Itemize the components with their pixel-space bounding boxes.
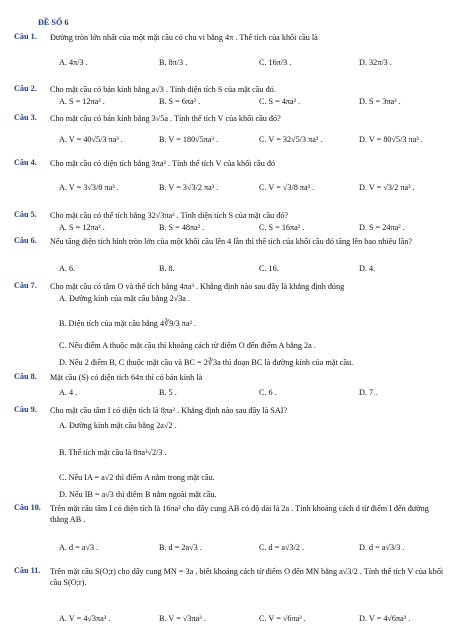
question-4 — [14, 158, 444, 198]
question-number: Câu 3. — [14, 113, 37, 122]
question-number: Câu 10. — [14, 503, 41, 512]
option-b: B. Diện tích của mặt cầu bằng 4∛9/3 πa² . — [59, 319, 197, 328]
option-b: B. S = 6πa² . — [159, 97, 201, 106]
option-d: D. 4. — [359, 264, 376, 273]
question-stem: Cho mặt cầu có bán kính bằng a√3 . Tính diện tích S của mặt cầu đó. — [50, 85, 276, 94]
option-d: D. Nếu IB = a√3 thì điểm B nằm ngoài mặt cầu. — [59, 490, 217, 499]
question-8 — [14, 372, 444, 398]
option-c: C. Nếu IA = a√2 thì điểm A nằm trong mặt cầu. — [59, 473, 215, 482]
option-b: B. V = 3√3/2 πa³ . — [159, 183, 219, 192]
option-d: D. V = √3/2 πa³ . — [359, 183, 415, 192]
question-number: Câu 6. — [14, 236, 37, 245]
option-a: A. Đường kính của mặt cầu bằng 2√3a . — [59, 294, 191, 303]
option-b: B. V = 180√5πa³ . — [159, 135, 219, 144]
question-stem: Trên mặt cầu S(O;r) cho dây cung MN = 3a , biết khoảng cách từ điểm O đến MN bằng a√3/2 . Tính thể tích V của khối cầu S(O;r). — [50, 567, 444, 587]
option-b: B. 8. — [159, 264, 175, 273]
question-stem: Mặt cầu (S) có diện tích 64π thì có bán kính là — [50, 373, 203, 382]
question-stem: Cho mặt cầu có tâm O và thể tích bằng 4πa³ . Khẳng định nào sau đây là khẳng định đúng — [50, 282, 345, 291]
option-b: B. Thể tích mặt cầu là 8πa³√2/3 . — [59, 448, 167, 457]
option-d: D. S = 3πa² . — [359, 97, 401, 106]
option-c: C. 16. — [259, 264, 279, 273]
option-d: D. V = 80√5/3 πa³ . — [359, 135, 423, 144]
question-number: Câu 9. — [14, 405, 37, 414]
option-d: D. 32π/3 . — [359, 58, 392, 67]
question-2 — [14, 84, 444, 110]
option-d: D. Nếu 2 điểm B, C thuộc mặt cầu và BC = 2∛3a thì đoạn BC là đường kính của mặt cầu. — [59, 358, 354, 367]
option-c: C. S = 4πa² . — [259, 97, 301, 106]
option-a: A. V = 40√5/3 πa³ . — [59, 135, 123, 144]
option-d: D. d = a√3/3 . — [359, 543, 405, 552]
question-1 — [14, 32, 444, 72]
question-10 — [14, 503, 444, 563]
question-stem: Cho mặt cầu có bán kính bằng 3√5a . Tính thể tích V của khối cầu đó? — [50, 114, 281, 123]
question-number: Câu 4. — [14, 158, 37, 167]
option-a: A. V = 4√3πa³ . — [59, 614, 111, 623]
option-b: B. d = 2a√3 . — [159, 543, 202, 552]
option-c: C. V = √6πa³ . — [259, 614, 306, 623]
option-c: C. Nếu điểm A thuộc mặt cầu thì khoảng cách từ điểm O đến điểm A bằng 2a . — [59, 341, 316, 350]
option-c: C. S = 16πa² . — [259, 223, 305, 232]
option-d: D. S = 24πa² . — [359, 223, 405, 232]
option-c: C. V = 32√5/3 πa³ . — [259, 135, 323, 144]
question-number: Câu 1. — [14, 32, 37, 41]
question-stem: Cho mặt cầu có diện tích bằng 3πa² . Tính thể tích V của khối cầu đó — [50, 159, 276, 168]
question-number: Câu 11. — [14, 566, 41, 575]
question-stem: Trên mặt cầu tâm I có diện tích là 16πa² cho dây cung AB có độ dài là 2a . Tính khoảng cách d từ điểm I đến đường thẳng AB . — [50, 504, 429, 524]
question-number: Câu 2. — [14, 84, 37, 93]
question-5 — [14, 210, 444, 236]
option-b: B. 8π/3 . — [159, 58, 188, 67]
option-c: C. 6 . — [259, 388, 277, 397]
question-stem: Nếu tăng diện tích hình tròn lớn của một khối cầu lên 4 lần thì thể tích của khối cầu đó tăng lên bao nhiêu lần? — [50, 237, 412, 246]
option-a: A. 6. — [59, 264, 76, 273]
option-a: A. V = 3√3/8 πa³ . — [59, 183, 119, 192]
option-c: C. 16π/3 . — [259, 58, 292, 67]
option-a: A. S = 12πa² . — [59, 223, 105, 232]
question-9 — [14, 405, 444, 501]
question-number: Câu 5. — [14, 210, 37, 219]
option-b: B. V = √3πa³ . — [159, 614, 206, 623]
document-title: ĐỀ SỐ 6 — [38, 18, 69, 27]
question-number: Câu 7. — [14, 281, 37, 290]
option-a: A. 4 . — [59, 388, 78, 397]
question-stem: Đường tròn lớn nhất của một mặt cầu có chu vi bằng 4π . Thể tích của khối cầu là — [50, 33, 318, 42]
option-b: B. S = 48πa² . — [159, 223, 205, 232]
question-stem: Cho mặt cầu tâm I có diện tích là 8πa² . Khẳng định nào sau đây là SAI? — [50, 406, 288, 415]
option-d: D. 7 . — [359, 388, 378, 397]
option-c: C. d = a√3/2 . — [259, 543, 305, 552]
question-7 — [14, 281, 444, 373]
option-d: D. V = 4√6πa³ . — [359, 614, 411, 623]
option-a: A. S = 12πa² . — [59, 97, 105, 106]
question-3 — [14, 113, 444, 151]
question-number: Câu 8. — [14, 372, 37, 381]
question-6 — [14, 236, 444, 274]
question-11 — [14, 566, 444, 632]
option-a: A. Đường kính mặt cầu bằng 2a√2 . — [59, 421, 177, 430]
option-a: A. d = a√3 . — [59, 543, 99, 552]
option-c: C. V = √3/8 πa³ . — [259, 183, 315, 192]
option-a: A. 4π/3 . — [59, 58, 88, 67]
question-stem: Cho mặt cầu có thể tích bằng 32√3πa³ . Tính diện tích S của mặt cầu đó? — [50, 211, 289, 220]
option-b: B. 5 . — [159, 388, 177, 397]
